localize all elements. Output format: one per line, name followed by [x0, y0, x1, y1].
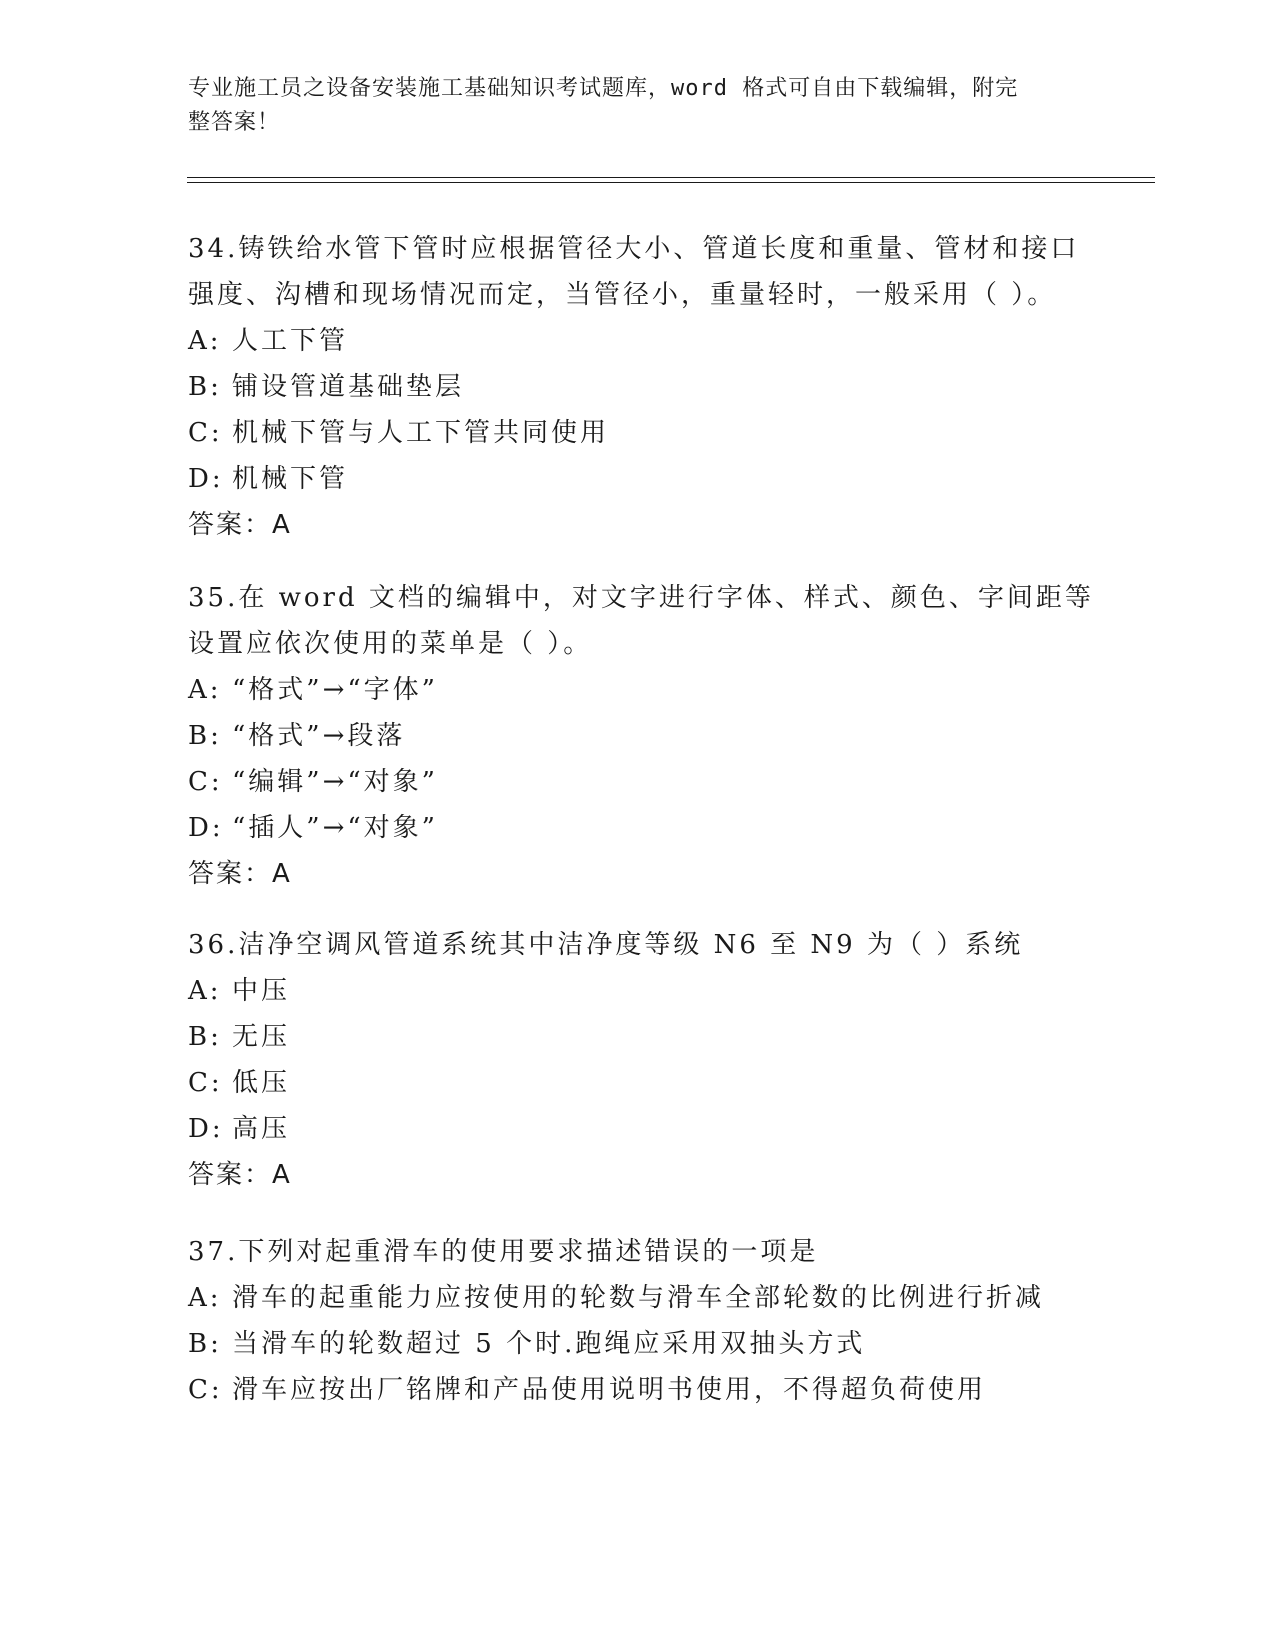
question-36	[188, 922, 1088, 1198]
option-text: 机械下管	[232, 464, 349, 494]
question-37	[188, 1229, 1088, 1413]
option-text: 人工下管	[232, 326, 349, 356]
option-text: “格式”→“字体”	[232, 675, 438, 705]
option-text: 中压	[232, 976, 291, 1006]
option-text: 滑车的起重能力应按使用的轮数与滑车全部轮数的比例进行折减	[232, 1283, 1045, 1313]
option-letter: C:	[188, 767, 223, 797]
option-a	[188, 968, 1088, 1014]
question-stem-line: 34.铸铁给水管下管时应根据管径大小、管道长度和重量、管材和接口	[188, 234, 1080, 264]
option-a	[188, 1275, 1088, 1321]
option-letter: B:	[188, 372, 222, 402]
question-stem-line: 36.洁净空调风管道系统其中洁净度等级 N6 至 N9 为（ ）系统	[188, 930, 1024, 960]
option-letter: A:	[188, 675, 222, 705]
option-c	[188, 410, 1088, 456]
question-stem-line: 强度、沟槽和现场情况而定，当管径小，重量轻时，一般采用（ ）。	[188, 280, 1057, 310]
option-text: 滑车应按出厂铭牌和产品使用说明书使用，不得超负荷使用	[232, 1375, 987, 1405]
question-stem-line: 37.下列对起重滑车的使用要求描述错误的一项是	[188, 1237, 819, 1267]
question-stem-line: 设置应依次使用的菜单是（ ）。	[188, 629, 593, 659]
option-text: 当滑车的轮数超过 5 个时.跑绳应采用双抽头方式	[232, 1329, 866, 1359]
option-b	[188, 1014, 1088, 1060]
answer-line: 答案：A	[188, 510, 292, 540]
option-b	[188, 713, 1088, 759]
option-text: 无压	[232, 1022, 291, 1052]
question-stem-line: 35.在 word 文档的编辑中，对文字进行字体、样式、颜色、字间距等	[188, 583, 1094, 613]
document-header	[188, 72, 1068, 140]
option-letter: C:	[188, 418, 223, 448]
answer-line: 答案：A	[188, 859, 292, 889]
option-letter: A:	[188, 1283, 222, 1313]
option-a	[188, 667, 1088, 713]
option-text: “格式”→段落	[232, 721, 406, 751]
option-letter: D:	[188, 1114, 224, 1144]
header-line-2: 整答案！	[188, 110, 281, 135]
option-text: 高压	[232, 1114, 291, 1144]
option-letter: C:	[188, 1375, 223, 1405]
option-letter: D:	[188, 813, 224, 843]
option-letter: B:	[188, 1329, 222, 1359]
option-letter: B:	[188, 1022, 222, 1052]
option-c	[188, 1367, 1088, 1413]
option-letter: A:	[188, 326, 222, 356]
option-text: 铺设管道基础垫层	[232, 372, 465, 402]
header-rule-bottom	[187, 182, 1155, 183]
header-rule-top	[187, 177, 1155, 178]
header-line-1: 专业施工员之设备安装施工基础知识考试题库，word 格式可自由下载编辑，附完	[188, 76, 1019, 101]
option-letter: D:	[188, 464, 224, 494]
option-b	[188, 364, 1088, 410]
option-b	[188, 1321, 1088, 1367]
option-text: 低压	[232, 1068, 291, 1098]
option-c	[188, 1060, 1088, 1106]
answer-line: 答案：A	[188, 1160, 292, 1190]
option-d	[188, 805, 1088, 851]
option-letter: B:	[188, 721, 222, 751]
option-letter: C:	[188, 1068, 223, 1098]
question-35	[188, 575, 1094, 897]
option-text: 机械下管与人工下管共同使用	[232, 418, 610, 448]
option-letter: A:	[188, 976, 222, 1006]
option-d	[188, 1106, 1088, 1152]
option-text: “插人”→“对象”	[232, 813, 438, 843]
question-34	[188, 226, 1088, 548]
option-a	[188, 318, 1088, 364]
option-c	[188, 759, 1088, 805]
option-d	[188, 456, 1088, 502]
option-text: “编辑”→“对象”	[232, 767, 438, 797]
